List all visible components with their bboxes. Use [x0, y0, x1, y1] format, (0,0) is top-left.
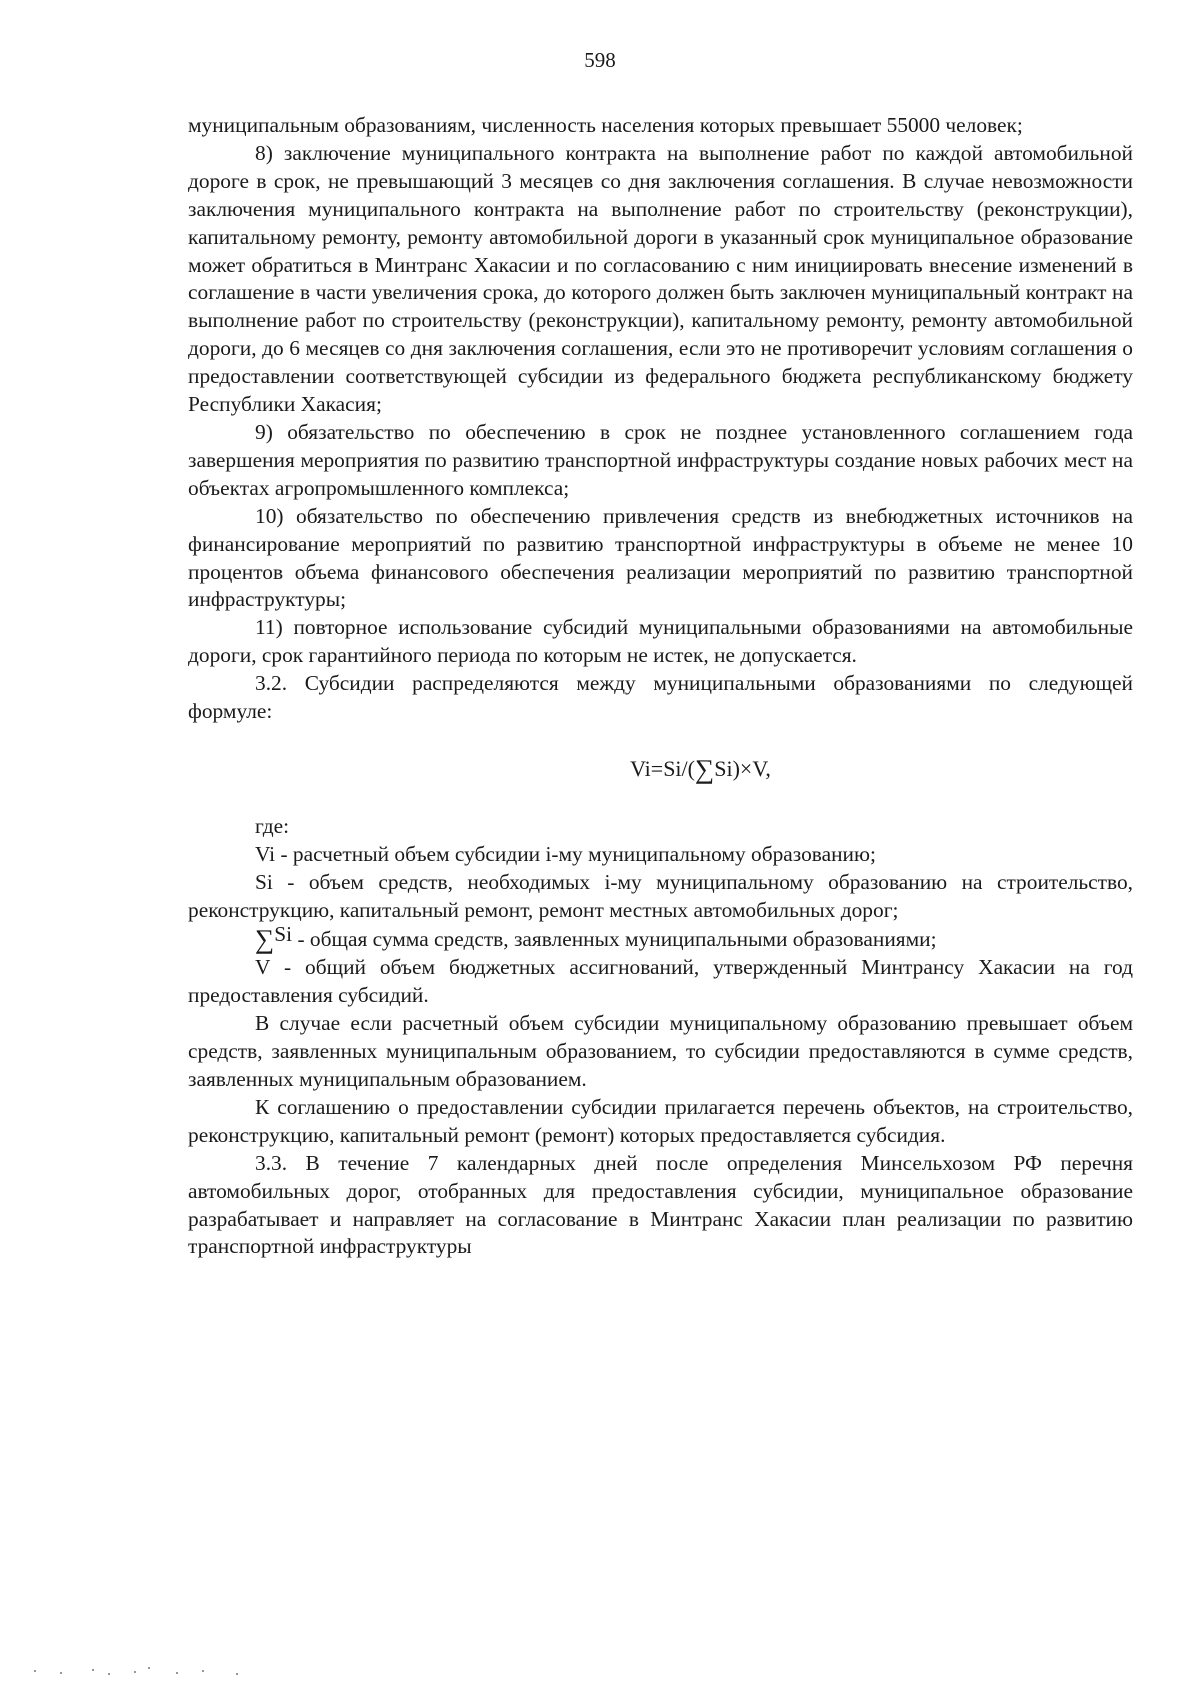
formula-left: Vi=Si/(: [630, 755, 695, 781]
sum-variable: Si: [274, 922, 293, 947]
scan-specks: [30, 1664, 270, 1678]
formula-right: Si)×V,: [714, 755, 771, 781]
subsidy-formula: [188, 754, 1133, 783]
continued-paragraph: муниципальным образованиям, численность населения которых превышает 55000 человек;: [188, 113, 1023, 137]
item-10: 10) обязательство по обеспечению привлечения средств из внебюджетных источников на финансирование мероприятий по развитию транспортной инфраструктуры в объеме не менее 10 процентов объема финансового обеспечения реализации мероприятий по развитию транспортной инфраструктуры;: [188, 503, 1133, 612]
item-9: 9) обязательство по обеспечению в срок не позднее установленного соглашением года завершения мероприятия по развитию транспортной инфраструктуры создание новых рабочих мест на объектах агропромышленного комплекса;: [188, 419, 1133, 500]
definition-sum-si: [188, 924, 1133, 954]
where-label: где:: [255, 813, 290, 838]
item-11: 11) повторное использование субсидий муниципальными образованиями на автомобильные дороги, срок гарантийного периода по которым не истек, не допускается.: [188, 615, 1133, 668]
clause-3-2: 3.2. Субсидии распределяются между муниципальными образованиями по следующей формуле:: [188, 671, 1133, 724]
excess-rule: В случае если расчетный объем субсидии муниципальному образованию превышает объем средств, заявленных муниципальным образованием, то субсидии предоставляются в сумме средств, заявленных муниципальным образованием.: [188, 1011, 1133, 1091]
sum-definition-text: - общая сумма средств, заявленных муниципальными образованиями;: [292, 927, 937, 952]
sum-symbol: ∑: [694, 753, 715, 784]
page-body: [188, 112, 1133, 1261]
definition-si: Si - объем средств, необходимых i-му муниципальному образованию на строительство, реконструкцию, капитальный ремонт, ремонт местных автомобильных дорог;: [188, 869, 1133, 922]
definition-v: V - общий объем бюджетных ассигнований, утвержденный Минтрансу Хакасии на год предоставления субсидий.: [188, 955, 1133, 1008]
annex-rule: К соглашению о предоставлении субсидии прилагается перечень объектов, на строительство, реконструкцию, капитальный ремонт (ремонт) которых предоставляется субсидия.: [188, 1094, 1133, 1147]
item-8: 8) заключение муниципального контракта на выполнение работ по каждой автомобильной дороге в срок, не превышающий 3 месяцев со дня заключения соглашения. В случае невозможности заключения муниципального контракта на выполнение работ по строительству (реконструкции), капитальному ремонту, ремонту автомобильной дороги в указанный срок муниципальное образование может обратиться в Минтранс Хакасии и по согласованию с ним инициировать внесение изменений в соглашение в части увеличения срока, до которого должен быть заключен муниципальный контракт на выполнение работ по строительству (реконструкции), капитальному ремонту, ремонту автомобильной дороги, до 6 месяцев со дня заключения соглашения, если это не противоречит условиям соглашения о предоставлении соответствующей субсидии из федерального бюджета республиканскому бюджету Республики Хакасия;: [188, 140, 1133, 417]
page-number: 598: [584, 48, 616, 72]
clause-3-3: 3.3. В течение 7 календарных дней после определения Минсельхозом РФ перечня автомобильных дорог, отобранных для предоставления субсидии, муниципальное образование разрабатывает и направляет на согласование в Минтранс Хакасии план реализации по развитию транспортной инфраструктуры: [188, 1150, 1133, 1259]
sum-symbol: ∑: [255, 924, 275, 955]
definition-vi: Vi - расчетный объем субсидии i-му муниципальному образованию;: [255, 841, 876, 866]
